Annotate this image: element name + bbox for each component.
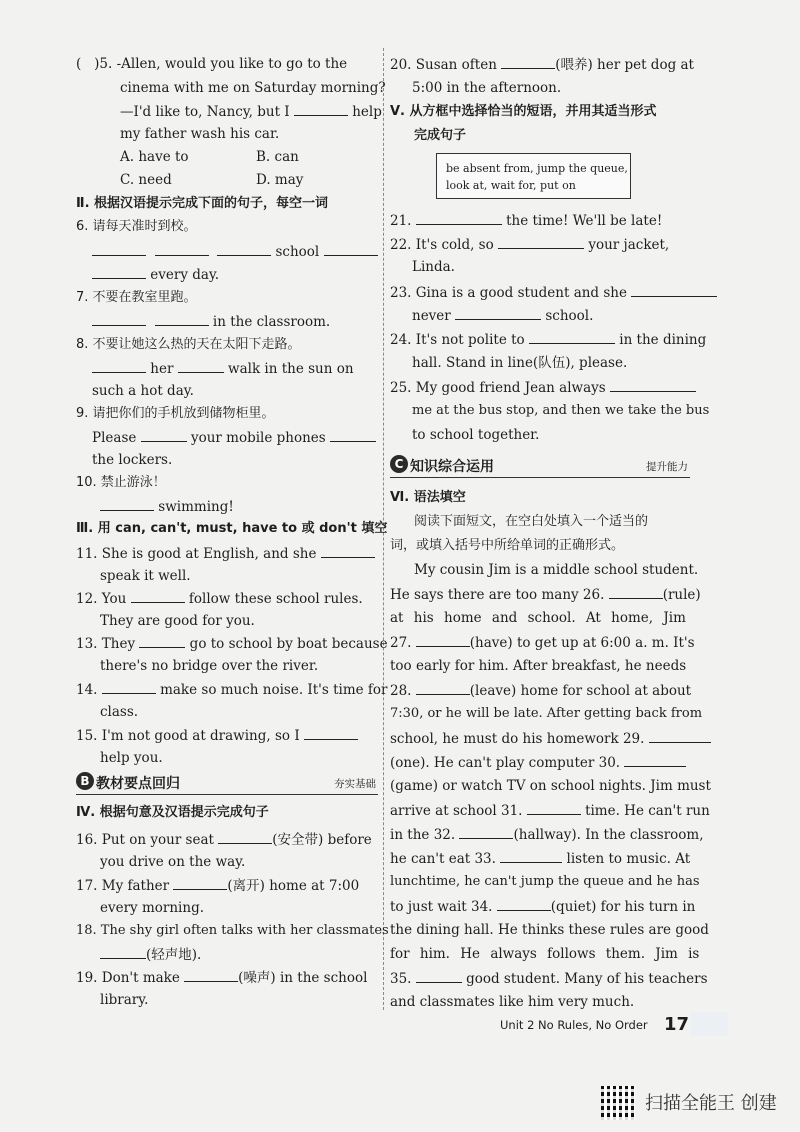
section-3-heading: Ⅲ. 用 can, can't, must, have to 或 don't 填空 <box>76 521 388 536</box>
passage-line16: the dining hall. He thinks these rules are good <box>390 922 709 938</box>
qr-code-icon <box>601 1086 635 1120</box>
q10-line1: swimming! <box>100 498 234 515</box>
passage-line4: 27. (have) to get up at 6:00 a. m. It's <box>390 635 695 651</box>
q18-line1: 18. The shy girl often talks with her classmates <box>76 923 389 938</box>
q8-line2: such a hot day. <box>92 383 194 399</box>
passage-line6: 28. (leave) home for school at about <box>390 683 692 699</box>
section-c-title: 知识综合运用 <box>410 459 494 475</box>
passage-line3: at his home and school. At home, Jim <box>390 610 686 626</box>
q8-line1: her walk in the sun on <box>92 360 354 377</box>
q10-chinese: 10. 禁止游泳！ <box>76 475 166 490</box>
q18-line2: (轻声地). <box>100 946 201 963</box>
passage-line1: My cousin Jim is a middle school student. <box>414 562 699 578</box>
q20-line2: 5:00 in the afternoon. <box>412 80 562 96</box>
instruction-line2: 词，或填入括号中所给单词的正确形式。 <box>390 538 625 553</box>
q5-line2: cinema with me on Saturday morning? <box>120 80 386 96</box>
q6-chinese: 6. 请每天准时到校。 <box>76 219 197 234</box>
q11-line2: speak it well. <box>100 568 191 584</box>
section-c-banner <box>390 455 690 478</box>
passage-line9: (one). He can't play computer 30. <box>390 754 686 771</box>
section-6-heading: Ⅵ. 语法填空 <box>390 490 466 505</box>
phrase-box-line1: be absent from, jump the queue, <box>446 162 628 175</box>
q25-line3: to school together. <box>412 427 540 443</box>
passage-line5: too early for him. After breakfast, he needs <box>390 658 687 674</box>
section-c-icon: C <box>390 455 408 473</box>
section-b-title: 教材要点回归 <box>96 776 180 792</box>
q19-line1: 19. Don't make (噪声) in the school <box>76 970 368 986</box>
q19-line2: library. <box>100 992 149 1008</box>
passage-line18: 35. good student. Many of his teachers <box>390 971 708 987</box>
section-b-tag: 夯实基础 <box>334 778 376 790</box>
section-b-banner <box>76 772 378 795</box>
scanner-watermark: 扫描全能王 创建 <box>645 1093 777 1114</box>
section-2-heading: Ⅱ. 根据汉语提示完成下面的句子，每空一词 <box>76 196 329 211</box>
passage-line15: to just wait 34. (quiet) for his turn in <box>390 899 696 915</box>
q21-line1: 21. the time! We'll be late! <box>390 213 663 229</box>
q11-line1: 11. She is good at English, and she <box>76 545 375 562</box>
passage-line7: 7:30, or he will be late. After getting back from <box>390 706 703 721</box>
phrase-box-line2: look at, wait for, put on <box>446 179 576 192</box>
instruction-line1: 阅读下面短文，在空白处填入一个适当的 <box>414 514 649 529</box>
q15-line2: help you. <box>100 750 163 766</box>
passage-line11: arrive at school 31. time. He can't run <box>390 803 710 819</box>
passage-line8: school, he must do his homework 29. <box>390 730 711 747</box>
unit-label: Unit 2 No Rules, No Order <box>500 1018 648 1032</box>
q24-line2: hall. Stand in line(队伍), please. <box>412 355 628 371</box>
q13-line2: there's no bridge over the river. <box>100 658 319 674</box>
q17-line2: every morning. <box>100 900 204 916</box>
q12-line1: 12. You follow these school rules. <box>76 591 363 607</box>
q9-chinese: 9. 请把你们的手机放到储物柜里。 <box>76 406 275 421</box>
q22-line1: 22. It's cold, so your jacket, <box>390 237 670 253</box>
q5-line4: my father wash his car. <box>120 126 280 142</box>
q17-line1: 17. My father (离开) home at 7:00 <box>76 878 360 894</box>
phrase-box <box>436 153 631 199</box>
q8-chinese: 8. 不要让她这么热的天在太阳下走路。 <box>76 337 301 352</box>
passage-line19: and classmates like him very much. <box>390 994 635 1010</box>
q14-line2: class. <box>100 704 139 720</box>
q25-line2: me at the bus stop, and then we take the bus <box>412 403 710 418</box>
q5-option-b: B. can <box>256 149 299 165</box>
q16-line1: 16. Put on your seat (安全带) before <box>76 832 372 848</box>
q5-option-d: D. may <box>256 172 304 188</box>
q5-line3: —I'd like to, Nancy, but I help <box>120 104 382 120</box>
page-number-background <box>690 1012 728 1036</box>
q5-option-c: C. need <box>120 172 172 188</box>
section-5-heading: Ⅴ. 从方框中选择恰当的短语，并用其适当形式 <box>390 104 657 119</box>
q23-line1: 23. Gina is a good student and she <box>390 284 717 301</box>
q7-chinese: 7. 不要在教室里跑。 <box>76 290 197 305</box>
q5-line1: ( )5. -Allen, would you like to go to the <box>76 56 348 72</box>
q20-line1: 20. Susan often (喂养) her pet dog at <box>390 57 694 73</box>
q14-line1: 14. make so much noise. It's time for <box>76 682 388 698</box>
q25-line1: 25. My good friend Jean always <box>390 379 696 396</box>
q16-line2: you drive on the way. <box>100 854 246 870</box>
section-c-tag: 提升能力 <box>646 461 688 473</box>
page-number: 17 <box>664 1014 690 1035</box>
q6-line1: school <box>92 243 378 260</box>
q6-line2: every day. <box>92 266 219 283</box>
q9-line1: Please your mobile phones <box>92 429 376 446</box>
q23-line2: never school. <box>412 308 594 324</box>
q24-line1: 24. It's not polite to in the dining <box>390 332 707 348</box>
passage-line13: he can't eat 33. listen to music. At <box>390 851 691 867</box>
q15-line1: 15. I'm not good at drawing, so I <box>76 727 358 744</box>
q22-line2: Linda. <box>412 259 455 275</box>
section-4-heading: Ⅳ. 根据句意及汉语提示完成句子 <box>76 805 269 820</box>
q12-line2: They are good for you. <box>100 613 255 629</box>
section-5-heading-cont: 完成句子 <box>414 128 467 143</box>
passage-line17: for him. He always follows them. Jim is <box>390 946 700 962</box>
q13-line1: 13. They go to school by boat because <box>76 636 388 652</box>
answer-blank[interactable] <box>294 103 348 116</box>
q5-option-a: A. have to <box>120 149 189 165</box>
passage-line10: (game) or watch TV on school nights. Jim must <box>390 778 711 794</box>
section-b-icon: B <box>76 772 94 790</box>
passage-line14: lunchtime, he can't jump the queue and he has <box>390 874 700 889</box>
q9-line2: the lockers. <box>92 452 173 468</box>
passage-line2: He says there are too many 26. (rule) <box>390 587 701 603</box>
passage-line12: in the 32. (hallway). In the classroom, <box>390 827 704 843</box>
q7-line1: in the classroom. <box>92 313 330 330</box>
